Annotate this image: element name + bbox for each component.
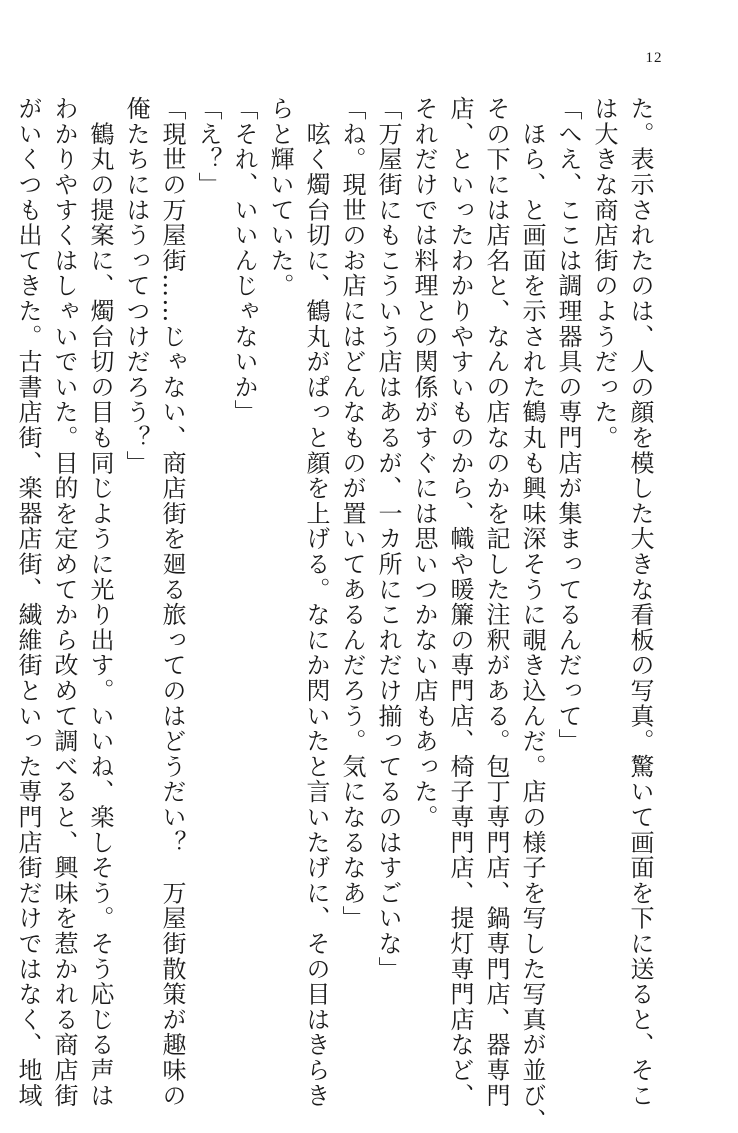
text-line: その下には店名と、なんの店なのかを記した注釈がある。包丁専門店、鍋専門店、器専門	[482, 96, 510, 1108]
text-line: 「ね。現世のお店にはどんなものが置いてあるんだろう。気になるなあ」	[338, 96, 366, 931]
text-line: 「現世の万屋街……じゃない、商店街を廻る旅ってのはどうだい？ 万屋街散策が趣味の	[158, 96, 186, 1108]
text-line: がいくつも出てきた。古書店街、楽器店街、繊維街といった専門店街だけではなく、地域	[14, 96, 42, 1108]
text-line: 「それ、いいんじゃないか」	[230, 96, 258, 425]
text-line: わかりやすくはしゃいでいた。目的を定めてから改めて調べると、興味を惹かれる商店街	[50, 96, 78, 1108]
text-line: ほら、と画面を示された鶴丸も興味深そうに覗き込んだ。店の様子を写した写真が並び、	[518, 96, 546, 1133]
text-line: 俺たちにはうってつけだろう？」	[122, 96, 150, 476]
page-number: 12	[645, 50, 663, 66]
text-line: た。表示されたのは、人の顔を模した大きな看板の写真。驚いて画面を下に送ると、そこ	[626, 96, 654, 1108]
text-line: は大きな商店街のようだった。	[590, 96, 618, 451]
text-line: 鶴丸の提案に、燭台切の目も同じように光り出す。いいね、楽しそう。そう応じる声は	[86, 96, 114, 1108]
text-line: 呟く燭台切に、鶴丸がぱっと顔を上げる。なにか閃いたと言いたげに、その目はきらき	[302, 96, 330, 1108]
text-line: それだけでは料理との関係がすぐには思いつかない店もあった。	[410, 96, 438, 830]
body-text	[10, 96, 658, 1133]
text-line: 店、といったわかりやすいものから、幟や暖簾の専門店、椅子専門店、提灯専門店など、	[446, 96, 474, 1108]
text-line: 「え？」	[194, 96, 222, 198]
text-line: 「へえ、ここは調理器具の専門店が集まってるんだって」	[554, 96, 582, 754]
text-line: 「万屋街にもこういう店はあるが、一カ所にこれだけ揃ってるのはすごいな」	[374, 96, 402, 982]
text-line: らと輝いていた。	[266, 96, 294, 299]
